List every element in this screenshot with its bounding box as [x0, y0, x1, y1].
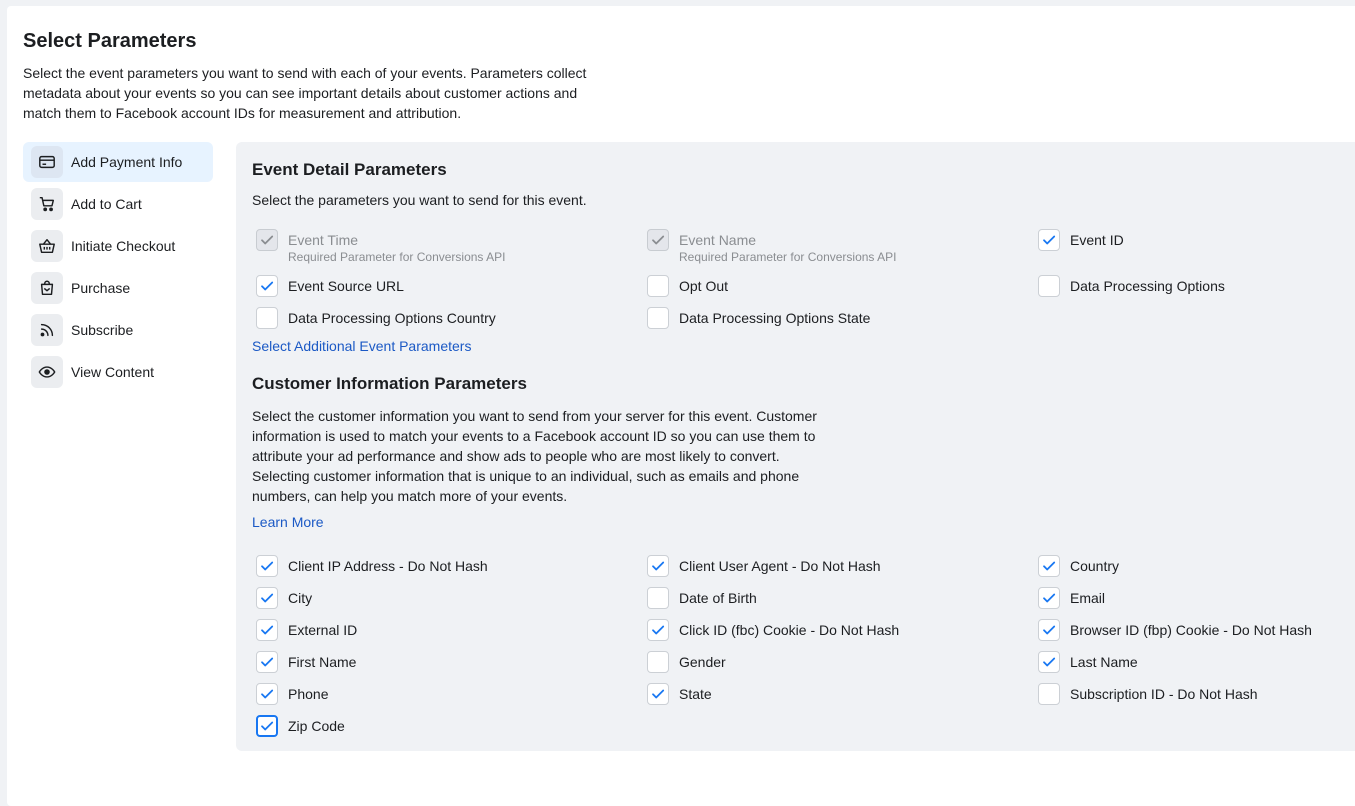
param-label: Client IP Address - Do Not Hash	[288, 558, 488, 574]
checkmark-icon	[1041, 590, 1057, 606]
param-checkbox[interactable]	[1038, 555, 1060, 577]
param-checkbox[interactable]	[256, 555, 278, 577]
param-checkbox[interactable]	[647, 587, 669, 609]
param-label: Data Processing Options	[1070, 278, 1225, 294]
param-browser-id-fbp-cookie-do-not-hash	[1038, 619, 1312, 641]
checkmark-icon	[259, 622, 275, 638]
page-description: Select the event parameters you want to send with each of your events. Parameters collect metadata about your events so you can see important details about customer actions and match them to Facebook account IDs for measurement and attribution.	[23, 65, 587, 121]
param-label: Event Source URL	[288, 278, 404, 294]
param-checkbox[interactable]	[256, 683, 278, 705]
param-label: Opt Out	[679, 278, 729, 294]
param-checkbox[interactable]	[1038, 229, 1060, 251]
param-checkbox[interactable]	[647, 619, 669, 641]
param-checkbox[interactable]	[647, 275, 669, 297]
param-label: Subscription ID - Do Not Hash	[1070, 686, 1258, 702]
parameters-panel	[236, 142, 1355, 751]
checkmark-icon	[259, 686, 275, 702]
event-detail-subtitle: Select the parameters you want to send for this event.	[252, 192, 587, 208]
param-label: Event Time	[288, 232, 359, 248]
select-additional-params-link[interactable]: Select Additional Event Parameters	[252, 338, 472, 354]
param-label: Email	[1070, 590, 1106, 606]
sidebar-item-subscribe[interactable]	[23, 310, 213, 350]
page-title: Select Parameters	[23, 30, 197, 52]
param-checkbox[interactable]	[256, 587, 278, 609]
param-checkbox[interactable]	[256, 619, 278, 641]
param-sublabel: Required Parameter for Conversions API	[288, 250, 506, 264]
sidebar-item-add-payment-info[interactable]	[23, 142, 213, 182]
checkmark-icon	[650, 622, 666, 638]
param-label: Gender	[679, 654, 726, 670]
param-label: Country	[1070, 558, 1120, 574]
checkmark-icon	[1041, 654, 1057, 670]
param-gender	[647, 651, 726, 673]
param-country	[1038, 555, 1119, 577]
param-sublabel: Required Parameter for Conversions API	[679, 250, 897, 264]
sidebar-item-initiate-checkout[interactable]	[23, 226, 213, 266]
param-checkbox[interactable]	[1038, 683, 1060, 705]
param-zip-code	[256, 715, 345, 737]
param-last-name	[1038, 651, 1138, 673]
param-checkbox[interactable]	[256, 651, 278, 673]
param-checkbox[interactable]	[1038, 619, 1060, 641]
rss-icon	[31, 314, 63, 346]
checkmark-icon	[259, 590, 275, 606]
param-event-name	[647, 229, 896, 264]
checkmark-icon	[259, 278, 275, 294]
param-city	[256, 587, 312, 609]
param-label: Client User Agent - Do Not Hash	[679, 558, 881, 574]
param-checkbox[interactable]	[647, 683, 669, 705]
param-event-time	[256, 229, 505, 264]
param-label: City	[288, 590, 313, 606]
sidebar-item-purchase[interactable]	[23, 268, 213, 308]
sidebar-item-label: Initiate Checkout	[71, 238, 176, 254]
param-checkbox[interactable]	[1038, 651, 1060, 673]
param-event-source-url	[256, 275, 404, 297]
param-state	[647, 683, 712, 705]
param-checkbox[interactable]	[256, 307, 278, 329]
customer-info-title: Customer Information Parameters	[252, 374, 527, 393]
checkmark-icon	[650, 232, 666, 248]
parameters-card	[7, 6, 1355, 806]
sidebar-item-label: Add to Cart	[71, 196, 142, 212]
sidebar-item-label: Purchase	[71, 280, 131, 296]
checkmark-icon	[259, 718, 275, 734]
sidebar-item-label: Subscribe	[71, 322, 134, 338]
credit-card-icon	[31, 146, 63, 178]
param-checkbox	[647, 229, 669, 251]
sidebar-item-label: View Content	[71, 364, 155, 380]
param-date-of-birth	[647, 587, 757, 609]
param-checkbox[interactable]	[647, 555, 669, 577]
event-detail-title: Event Detail Parameters	[252, 160, 447, 179]
cart-icon	[31, 188, 63, 220]
param-click-id-fbc-cookie-do-not-hash	[647, 619, 899, 641]
param-data-processing-options-country	[256, 307, 496, 329]
param-checkbox[interactable]	[647, 307, 669, 329]
checkmark-icon	[259, 654, 275, 670]
param-checkbox[interactable]	[256, 715, 278, 737]
param-checkbox[interactable]	[1038, 275, 1060, 297]
param-data-processing-options	[1038, 275, 1225, 297]
learn-more-link[interactable]: Learn More	[252, 514, 324, 530]
param-opt-out	[647, 275, 728, 297]
checkmark-icon	[650, 686, 666, 702]
param-client-ip-address-do-not-hash	[256, 555, 488, 577]
param-label: Click ID (fbc) Cookie - Do Not Hash	[679, 622, 900, 638]
param-label: External ID	[288, 622, 358, 638]
param-label: Zip Code	[288, 718, 345, 734]
param-event-id	[1038, 229, 1124, 251]
param-label: Date of Birth	[679, 590, 757, 606]
sidebar-item-view-content[interactable]	[23, 352, 213, 392]
event-sidebar	[23, 142, 213, 394]
param-label: Data Processing Options State	[679, 310, 871, 326]
param-checkbox[interactable]	[1038, 587, 1060, 609]
sidebar-item-add-to-cart[interactable]	[23, 184, 213, 224]
checkmark-icon	[259, 232, 275, 248]
shopping-bag-icon	[31, 272, 63, 304]
sidebar-item-label: Add Payment Info	[71, 154, 183, 170]
checkmark-icon	[650, 558, 666, 574]
param-label: Data Processing Options Country	[288, 310, 496, 326]
param-label: State	[679, 686, 712, 702]
checkmark-icon	[1041, 558, 1057, 574]
param-external-id	[256, 619, 357, 641]
param-label: Phone	[288, 686, 329, 702]
param-phone	[256, 683, 328, 705]
param-data-processing-options-state	[647, 307, 870, 329]
param-client-user-agent-do-not-hash	[647, 555, 881, 577]
customer-info-description: Select the customer information you want to send from your server for this event. Customer information is used to match your events to a Facebook account ID so you can use them to attribute your ad performance and show ads to people who are most likely to convert. Selecting customer information that is unique to an individual, such as emails and phone numbers, can help you match more of your events.	[252, 408, 817, 504]
basket-icon	[31, 230, 63, 262]
param-subscription-id-do-not-hash	[1038, 683, 1258, 705]
param-checkbox	[256, 229, 278, 251]
param-label: Event ID	[1070, 232, 1124, 248]
param-checkbox[interactable]	[256, 275, 278, 297]
param-checkbox[interactable]	[647, 651, 669, 673]
checkmark-icon	[1041, 622, 1057, 638]
param-label: Browser ID (fbp) Cookie - Do Not Hash	[1070, 622, 1312, 638]
param-label: Event Name	[679, 232, 757, 248]
param-email	[1038, 587, 1105, 609]
eye-icon	[31, 356, 63, 388]
param-first-name	[256, 651, 356, 673]
param-label: Last Name	[1070, 654, 1138, 670]
param-label: First Name	[288, 654, 357, 670]
checkmark-icon	[1041, 232, 1057, 248]
checkmark-icon	[259, 558, 275, 574]
